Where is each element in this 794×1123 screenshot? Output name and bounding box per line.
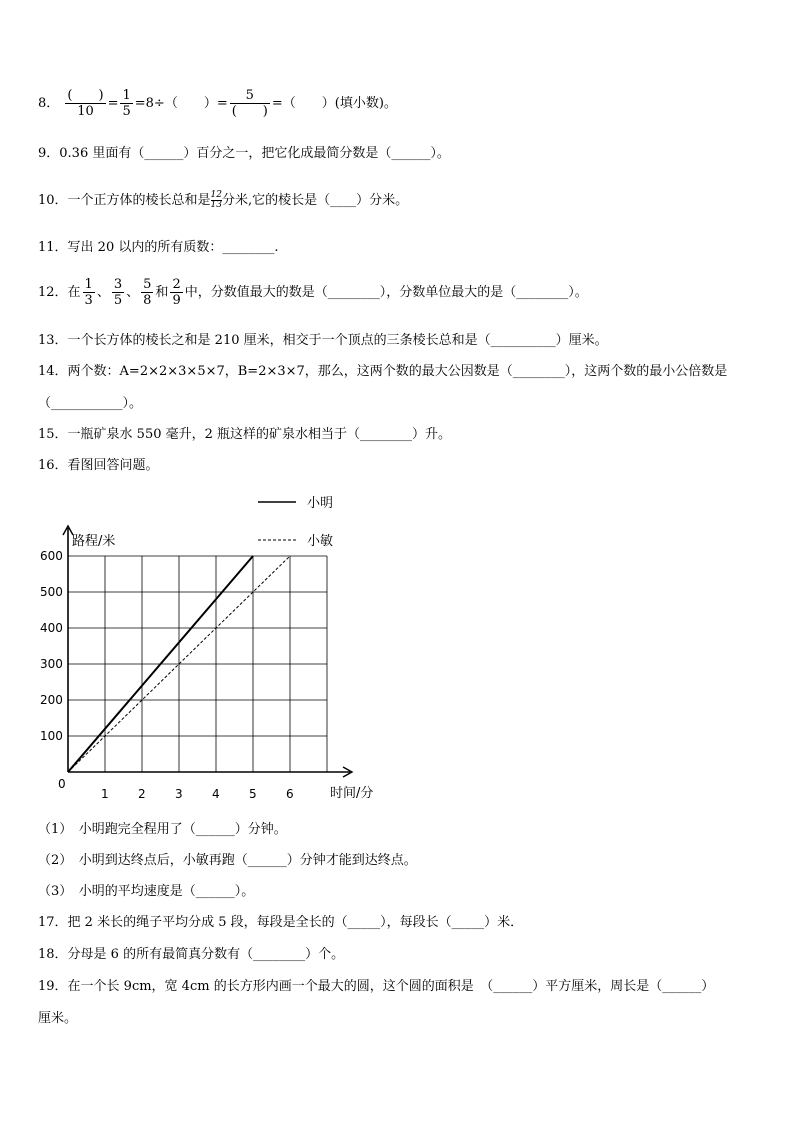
x-tick-label: 6 (286, 787, 294, 801)
x-axis-label: 时间/分 (330, 786, 374, 801)
x-tick-label: 5 (249, 787, 257, 801)
origin-label: 0 (58, 777, 66, 791)
question-16: 16．看图回答问题。 (38, 458, 159, 473)
question-18: 18．分母是 6 的所有最简真分数有（________）个。 (38, 947, 345, 962)
question-11: 11．写出 20 以内的所有质数：________. (38, 240, 279, 255)
question-12: 12．在 $\frac{1}{3}$ 、 $\frac{3}{5}$ 、 $\frac{5}{8}$ 和 $\frac{2}{9}$ 中，分数值最大的数是（________），分数单位最大的是（________）。 (38, 277, 588, 308)
q8-number: 8． (38, 96, 60, 111)
q8-middle: =8÷（ ）= (134, 96, 228, 111)
question-16-2: （2） 小明到达终点后，小敏再跑（______）分钟才能到达终点。 (38, 853, 417, 868)
y-tick-label: 500 (40, 585, 63, 599)
q8-fraction-3: $\frac{5}{( )}$ (231, 88, 268, 119)
question-15: 15．一瓶矿泉水 550 毫升，2 瓶这样的矿泉水相当于（________）升。 (38, 427, 452, 442)
y-tick-label: 400 (40, 621, 63, 635)
q8-tail: =（ ）(填小数)。 (271, 96, 397, 111)
q8-fraction-2: $\frac{1}{5}$ (122, 88, 131, 119)
q12-fraction-4: $\frac{2}{9}$ (172, 277, 181, 308)
chart-legend (258, 496, 333, 549)
question-9: 9．0.36 里面有（______）百分之一，把它化成最简分数是（______）。 (38, 146, 450, 161)
q12-fraction-1: $\frac{1}{3}$ (84, 277, 93, 308)
distance-time-chart (0, 490, 794, 810)
x-tick-label: 4 (212, 787, 220, 801)
legend-label: 小敏 (307, 534, 334, 549)
question-14-line-1: 14．两个数：A=2×2×3×5×7，B=2×3×7，那么，这两个数的最大公因数是（________），这两个数的最小公倍数是 (38, 364, 728, 379)
q10-fraction: $\frac{12}{13}$ (210, 190, 222, 210)
chart-ticks (40, 549, 294, 801)
question-10: 10．一个正方体的棱长总和是 $\frac{12}{13}$ 分米,它的棱长是（____）分米。 (38, 190, 409, 210)
question-14-line-2: （___________）。 (38, 396, 143, 411)
x-tick-label: 2 (138, 787, 146, 801)
y-tick-label: 300 (40, 657, 63, 671)
q8-fraction-1: $\frac{( )}{10}$ (67, 88, 104, 119)
question-19-line-2: 厘米。 (38, 1011, 78, 1026)
q12-fraction-3: $\frac{5}{8}$ (143, 277, 152, 308)
question-17: 17．把 2 米长的绳子平均分成 5 段，每段是全长的（_____），每段长（_____）米． (38, 915, 524, 930)
x-tick-label: 1 (101, 787, 109, 801)
question-16-1: （1） 小明跑完全程用了（______）分钟。 (38, 822, 287, 837)
chart-grid (68, 556, 327, 772)
y-tick-label: 600 (40, 549, 63, 563)
y-axis-label: 路程/米 (72, 534, 116, 549)
question-16-3: （3） 小明的平均速度是（______）。 (38, 884, 255, 899)
question-19-line-1: 19．在一个长 9cm，宽 4cm 的长方形内画一个最大的圆，这个圆的面积是 （______）平方厘米，周长是（______） (38, 979, 715, 994)
question-13: 13．一个长方体的棱长之和是 210 厘米，相交于一个顶点的三条棱长总和是（__________）厘米。 (38, 333, 608, 348)
x-tick-label: 3 (175, 787, 183, 801)
legend-label: 小明 (307, 496, 334, 511)
question-8: 8． $\frac{( )}{10}$ = $\frac{1}{5}$ =8÷（ ）= $\frac{5}{( )}$ =（ ）(填小数)。 (38, 88, 397, 119)
q12-fraction-2: $\frac{3}{5}$ (113, 277, 123, 308)
y-tick-label: 200 (40, 693, 63, 707)
y-tick-label: 100 (40, 729, 63, 743)
